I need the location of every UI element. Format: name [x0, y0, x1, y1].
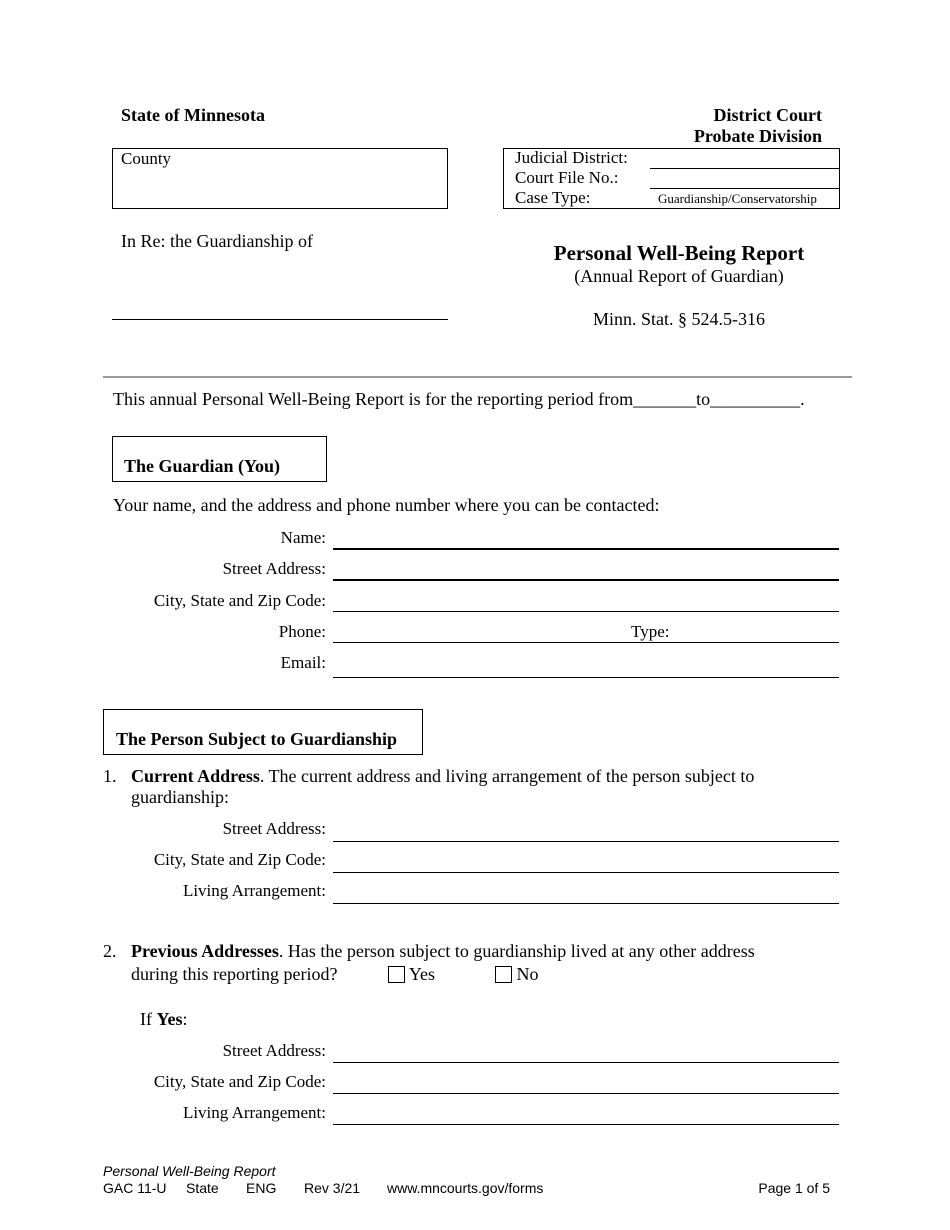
q2-city-field[interactable] [333, 1093, 839, 1094]
guardian-heading: The Guardian (You) [124, 456, 281, 476]
reporting-period-sentence [113, 389, 805, 410]
q2-living-field[interactable] [333, 1124, 839, 1125]
case-type-value: Guardianship/Conservatorship [658, 191, 817, 206]
period-end: . [800, 389, 805, 409]
footer-jurisdiction: State [186, 1180, 219, 1196]
period-from-field[interactable]: _______ [633, 389, 697, 409]
guardian-city-label: City, State and Zip Code: [153, 591, 326, 610]
q1-living-label: Living Arrangement: [182, 881, 326, 900]
guardian-name-label: Name: [280, 528, 326, 547]
footer-language: ENG [246, 1180, 277, 1196]
page-subtitle: (Annual Report of Guardian) [574, 266, 784, 286]
q2-title: Previous Addresses [131, 941, 279, 961]
q1-title: Current Address [131, 766, 260, 786]
q2-if-yes [140, 1009, 188, 1030]
footer-form-title: Personal Well-Being Report [103, 1163, 276, 1179]
guardian-email-field[interactable] [333, 677, 839, 678]
q2-living-label: Living Arrangement: [182, 1103, 326, 1122]
in-re-label: In Re: the Guardianship of [121, 231, 313, 251]
q2-question [131, 941, 755, 962]
q1-living-field[interactable] [333, 903, 839, 904]
county-box[interactable] [112, 148, 448, 209]
q1-text: . The current address and living arrangement of the person subject to [259, 766, 755, 786]
q2-no-label: No [516, 964, 539, 984]
q1-question [131, 766, 754, 787]
statute-reference: Minn. Stat. § 524.5-316 [592, 309, 765, 329]
q1-street-label: Street Address: [222, 819, 326, 838]
footer-revision: Rev 3/21 [304, 1180, 361, 1196]
q1-street-field[interactable] [333, 841, 839, 842]
county-label: County [121, 149, 172, 168]
q2-yes-label: Yes [408, 964, 436, 984]
court-file-label: Court File No.: [515, 168, 619, 187]
guardian-city-field[interactable] [333, 611, 839, 612]
guardian-intro: Your name, and the address and phone number where you can be contacted: [113, 495, 660, 515]
q2-text-line2: during this reporting period? [131, 964, 338, 984]
guardian-phone-type-label: Type: [631, 622, 670, 641]
judicial-district-field[interactable] [650, 168, 840, 169]
court-file-field[interactable] [650, 188, 840, 189]
q2-number: 2. [103, 941, 117, 961]
guardian-phone-field[interactable] [333, 642, 839, 643]
case-info-box [503, 148, 840, 209]
q1-text-line2: guardianship: [131, 787, 229, 807]
period-to-word: to [696, 389, 711, 409]
header-divider [103, 376, 852, 378]
subject-heading-box [103, 709, 423, 755]
state-title: State of Minnesota [121, 105, 265, 125]
q1-city-field[interactable] [333, 872, 839, 873]
q1-city-label: City, State and Zip Code: [153, 850, 326, 869]
court-name: District Court [713, 105, 822, 125]
page-title: Personal Well-Being Report [553, 241, 805, 265]
guardian-heading-box [112, 436, 327, 482]
q2-no-option[interactable] [495, 964, 539, 985]
q1-number: 1. [103, 766, 117, 786]
court-division: Probate Division [693, 126, 822, 146]
guardian-street-field[interactable] [333, 579, 839, 581]
q2-street-field[interactable] [333, 1062, 839, 1063]
period-to-field[interactable]: __________ [710, 389, 801, 409]
guardian-email-label: Email: [280, 653, 326, 672]
footer-form-code: GAC 11-U [103, 1180, 167, 1196]
guardian-street-label: Street Address: [222, 559, 326, 578]
judicial-district-label: Judicial District: [515, 148, 628, 167]
q2-yes-option[interactable] [388, 964, 435, 985]
ward-name-field[interactable] [112, 319, 448, 320]
footer-website[interactable]: www.mncourts.gov/forms [387, 1180, 544, 1196]
q2-city-label: City, State and Zip Code: [153, 1072, 326, 1091]
q2-if-suffix: : [182, 1009, 188, 1029]
q2-yes-checkbox[interactable] [388, 966, 405, 983]
q2-street-label: Street Address: [222, 1041, 326, 1060]
q2-no-checkbox[interactable] [495, 966, 512, 983]
guardian-name-field[interactable] [333, 548, 839, 550]
footer-page-number: Page 1 of 5 [758, 1180, 830, 1196]
case-type-label: Case Type: [515, 188, 591, 207]
period-prefix: This annual Personal Well-Being Report is for the reporting period from [113, 389, 634, 409]
q2-if-prefix: If [140, 1009, 157, 1029]
guardian-phone-label: Phone: [278, 622, 326, 641]
subject-heading: The Person Subject to Guardianship [116, 729, 398, 749]
q2-if-bold: Yes [156, 1009, 183, 1029]
q2-text: . Has the person subject to guardianship lived at any other address [278, 941, 755, 961]
